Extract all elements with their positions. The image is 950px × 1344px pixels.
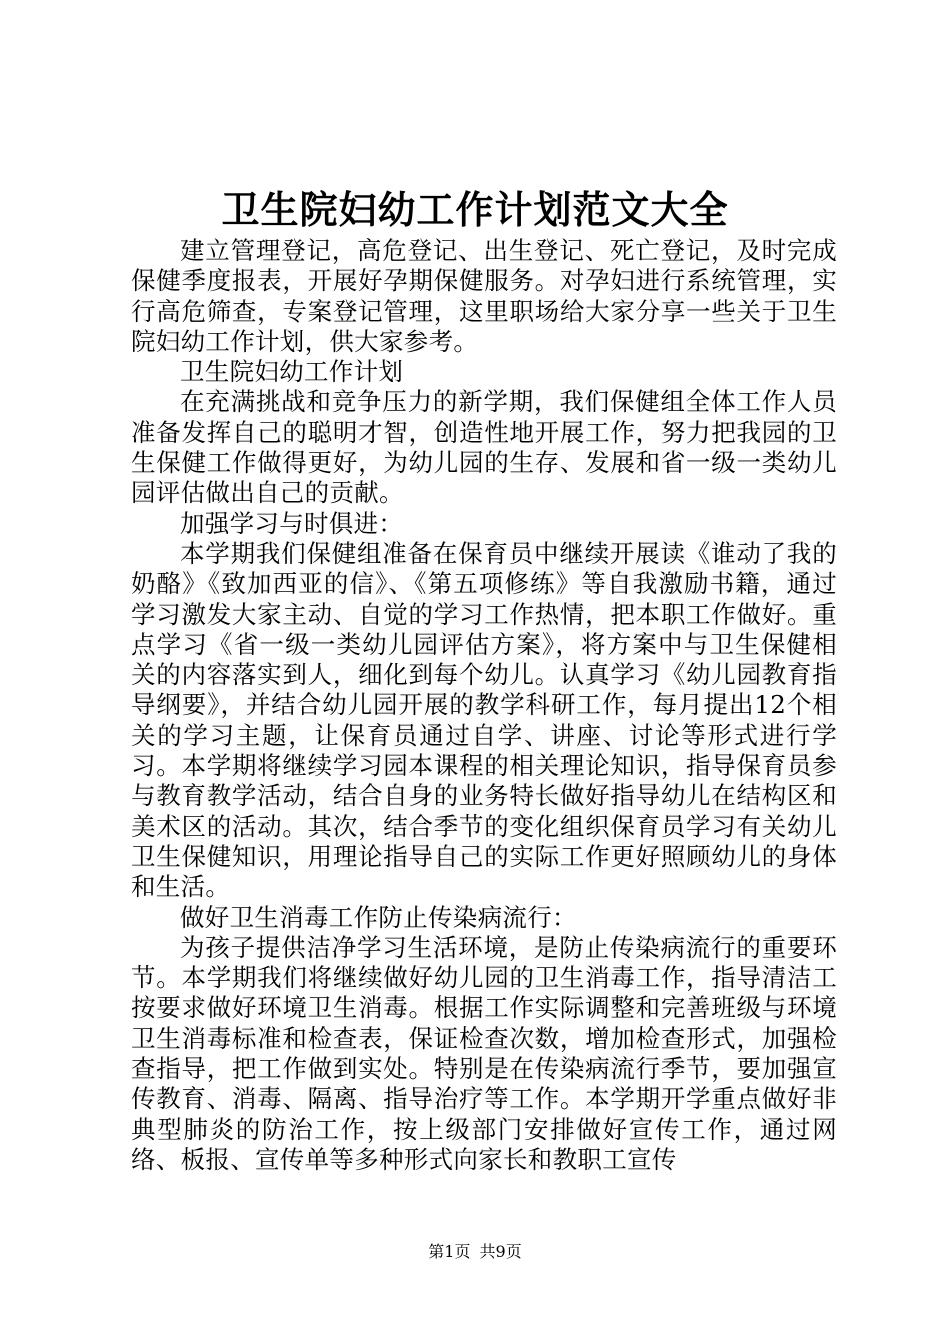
body-paragraph: 为孩子提供洁净学习生活环境，是防止传染病流行的重要环节。本学期我们将继续做好幼儿园的卫生消毒工作，指导清洁工按要求做好环境卫生消毒。根据工作实际调整和完善班级与环境卫生消毒标准和检查表，保证检查次数，增加检查形式，加强检查指导，把工作做到实处。特别是在传染病流行季节，要加强宣传教育、消毒、隔离、指导治疗等工作。本学期开学重点做好非典型肺炎的防治工作，按上级部门安排做好宣传工作，通过网络、板报、宣传单等多种形式向家长和教职工宣传 <box>131 932 837 1174</box>
document-body <box>131 236 837 1175</box>
section-heading-study: 加强学习与时俱进： <box>180 508 404 538</box>
section-heading-plan: 卫生院妇幼工作计划 <box>180 357 404 387</box>
page-number-footer: 第1页 共9页 <box>428 1242 522 1261</box>
section-heading-disinfection: 做好卫生消毒工作防止传染病流行： <box>180 902 577 932</box>
body-paragraph: 本学期我们保健组准备在保育员中继续开展读《谁动了我的奶酪》《致加西亚的信》、《第五项修练》等自我激励书籍，通过学习激发大家主动、自觉的学习工作热情，把本职工作做好。重点学习《省一级一类幼儿园评估方案》，将方案中与卫生保健相关的内容落实到人，细化到每个幼儿。认真学习《幼儿园教育指导纲要》，并结合幼儿园开展的教学科研工作，每月提出12个相关的学习主题，让保育员通过自学、讲座、讨论等形式进行学习。本学期将继续学习园本课程的相关理论知识，指导保育员参与教育教学活动，结合自身的业务特长做好指导幼儿在结构区和美术区的活动。其次，结合季节的变化组织保育员学习有关幼儿卫生保健知识，用理论指导自己的实际工作更好照顾幼儿的身体和生活。 <box>131 538 837 902</box>
body-paragraph: 在充满挑战和竞争压力的新学期，我们保健组全体工作人员准备发挥自己的聪明才智，创造性地开展工作，努力把我园的卫生保健工作做得更好，为幼儿园的生存、发展和省一级一类幼儿园评估做出自己的贡献。 <box>131 387 837 508</box>
intro-paragraph: 建立管理登记，高危登记、出生登记、死亡登记，及时完成保健季度报表，开展好孕期保健服务。对孕妇进行系统管理，实行高危筛查，专案登记管理，这里职场给大家分享一些关于卫生院妇幼工作计划，供大家参考。 <box>131 236 837 356</box>
document-title: 卫生院妇幼工作计划范文大全 <box>221 187 729 232</box>
